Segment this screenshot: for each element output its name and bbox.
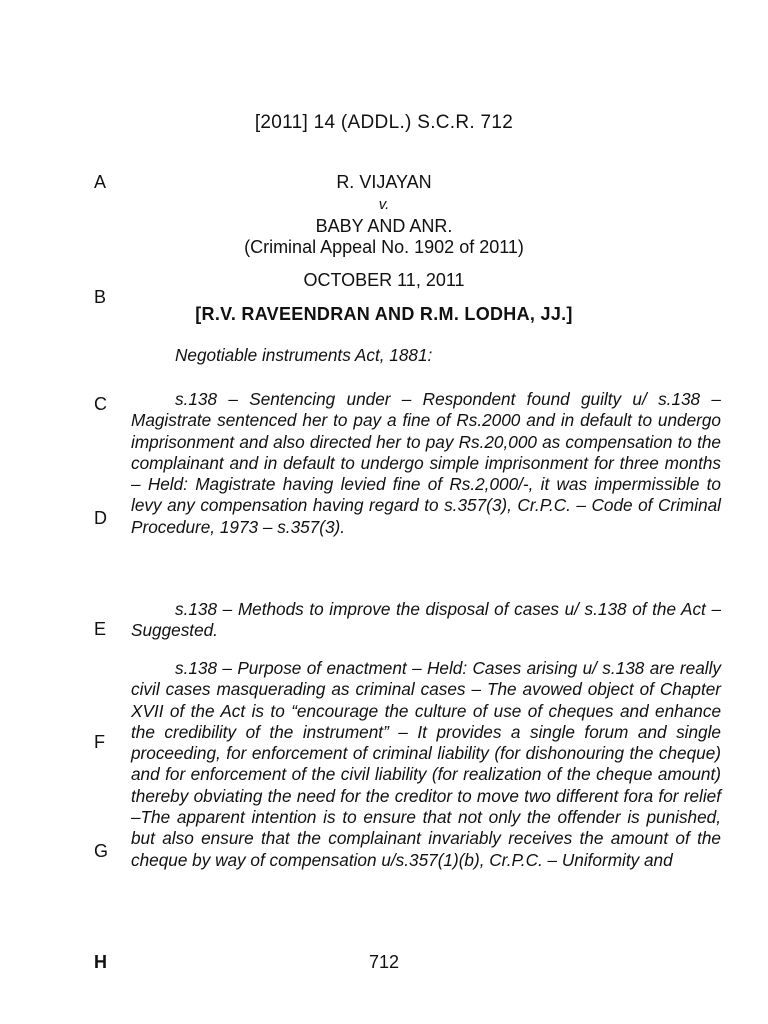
margin-letter-g: G [94, 841, 109, 861]
page-number: 712 [368, 952, 400, 972]
act-heading: Negotiable instruments Act, 1881: [175, 345, 433, 365]
bench-judges: [R.V. RAVEENDRAN AND R.M. LODHA, JJ.] [195, 304, 573, 324]
report-citation: [2011] 14 (ADDL.) S.C.R. 712 [254, 112, 514, 133]
margin-letter-c: C [94, 394, 107, 414]
headnote-paragraph-2: s.138 – Methods to improve the disposal of cases u/ s.138 of the Act – Suggested. [131, 599, 721, 641]
headnote-paragraph-1: s.138 – Sentencing under – Respondent found guilty u/ s.138 – Magistrate sentenced her to pay a fine of Rs.2000 and in default to undergo imprisonment and also directed her to pay Rs.20,000 as compensation to the complainant and in default to undergo simple imprisonment for three months – Held: Magistrate having levied fine of Rs.2,000/-, it was impermissible to levy any compensation having regard to s.357(3), Cr.P.C. – Code of Criminal Procedure, 1973 – s.357(3). [131, 389, 721, 537]
margin-letter-e: E [94, 619, 107, 639]
judgment-date: OCTOBER 11, 2011 [303, 270, 465, 290]
appeal-number: (Criminal Appeal No. 1902 of 2011) [244, 237, 524, 257]
margin-letter-d: D [94, 508, 107, 528]
respondent-name: BABY AND ANR. [315, 216, 453, 236]
margin-letter-a: A [94, 172, 107, 192]
appellant-name: R. VIJAYAN [336, 172, 432, 192]
margin-letter-h: H [94, 952, 107, 972]
headnote-paragraph-3: s.138 – Purpose of enactment – Held: Cases arising u/ s.138 are really civil cases masquerading as criminal cases – The avowed object of Chapter XVII of the Act is to “encourage the culture of use of cheques and enhance the credibility of the instrument” – It provides a single forum and single proceeding, for enforcement of criminal liability (for dishonouring the cheque) and for enforcement of the civil liability (for realization of the cheque amount) thereby obviating the need for the creditor to move two different fora for relief –The apparent intention is to ensure that not only the offender is punished, but also ensure that the complainant invariably receives the amount of the cheque by way of compensation u/s.357(1)(b), Cr.P.C. – Uniformity and [131, 658, 721, 870]
margin-letter-b: B [94, 287, 107, 307]
margin-letter-f: F [94, 732, 105, 752]
versus-label: v. [378, 196, 390, 213]
